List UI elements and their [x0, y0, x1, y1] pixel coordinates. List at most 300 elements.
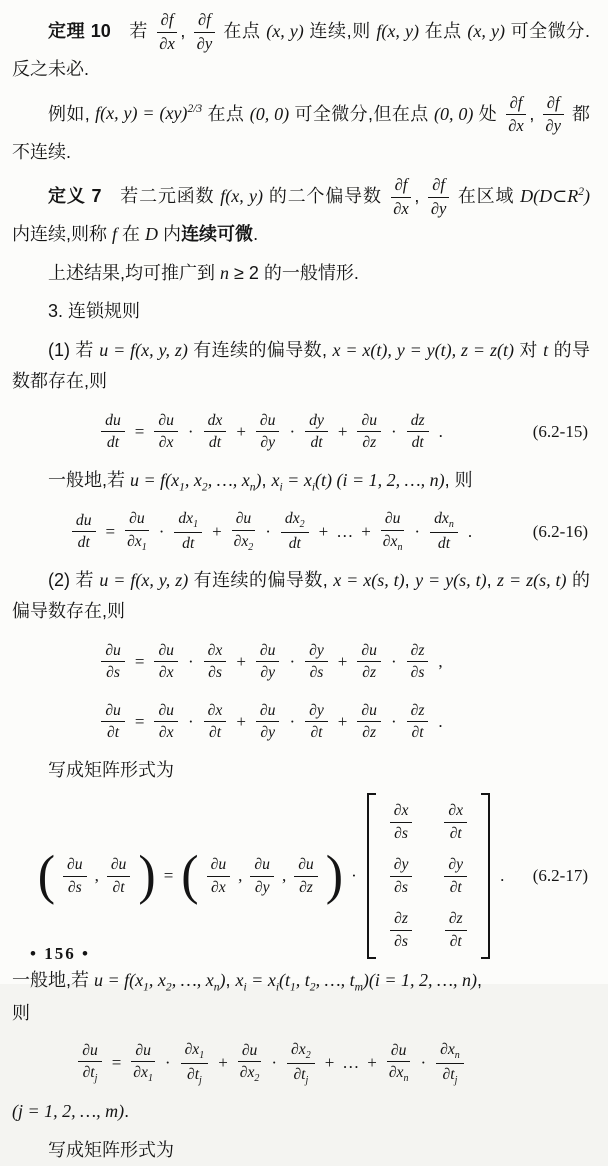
text-run: 3. 连锁规则 — [48, 301, 141, 322]
fraction-numerator: $\partial x_2$ — [287, 1041, 315, 1064]
fraction-denominator: ∂z — [299, 878, 313, 896]
operator: + — [218, 1053, 228, 1073]
fraction-numerator: ∂u — [101, 642, 125, 663]
operator: = — [134, 651, 145, 671]
fraction-denominator: ∂y — [254, 878, 270, 896]
fraction — [357, 412, 381, 452]
operator: + — [212, 521, 222, 541]
math-run: $x_i = x_i(t) (i = 1$, 2, …, n) — [271, 469, 445, 494]
fraction — [256, 642, 280, 682]
math-run: t — [543, 339, 549, 360]
fraction — [390, 856, 413, 896]
fraction-denominator: ∂s — [410, 664, 425, 682]
fraction — [390, 910, 412, 950]
text-run: 有连续的偏导数, — [188, 569, 334, 590]
fraction-denominator: ∂t — [107, 724, 120, 742]
fraction — [305, 412, 328, 452]
operator: · — [289, 651, 296, 671]
fraction-numerator: ∂u — [381, 510, 405, 531]
fraction-numerator: $dx_n$ — [430, 510, 458, 533]
fraction — [204, 412, 227, 452]
matrix-grid — [376, 793, 481, 959]
fraction-numerator: ∂u — [125, 510, 149, 531]
text-run: . — [124, 1101, 130, 1122]
operator: · — [188, 711, 194, 731]
fraction-denominator: ∂x — [211, 878, 226, 896]
fraction-denominator: ∂x — [393, 198, 409, 218]
text-run: 写成矩阵形式为 — [48, 759, 174, 780]
operator: = — [163, 866, 174, 886]
fraction-denominator: ∂x — [158, 434, 174, 452]
fraction-denominator: ∂y — [260, 664, 276, 682]
fraction-denominator: ∂y — [196, 33, 213, 53]
text-run: 若 — [110, 20, 154, 41]
text-run: 有连续的偏导数, — [187, 339, 333, 360]
equation-row — [12, 405, 590, 459]
text-run: , 则 — [444, 469, 473, 490]
math-run: (0, 0) — [434, 103, 474, 124]
fraction-denominator: ∂y — [260, 434, 276, 452]
operator: = — [105, 521, 116, 541]
math-run: $u = f(x_1$, $x_2$, …, $x_n$) — [130, 469, 262, 494]
operator: + — [236, 711, 246, 731]
fraction-denominator: ∂z — [362, 434, 377, 452]
text-run: ≥ 2 的一般情形. — [229, 262, 359, 283]
fraction-denominator: dt — [182, 535, 195, 553]
matrix-left-bracket — [367, 793, 376, 959]
equation — [98, 641, 443, 683]
fraction — [131, 1042, 155, 1085]
fraction-denominator: $\partial x_2$ — [239, 1064, 260, 1085]
operator: = — [134, 711, 145, 731]
text-run: , — [225, 970, 236, 991]
operator: · — [391, 421, 397, 441]
operator: · — [164, 1053, 171, 1073]
fraction-numerator: ∂x — [204, 642, 227, 663]
page-number: • 156 • — [30, 944, 90, 963]
equation — [69, 509, 473, 554]
fraction — [390, 802, 413, 842]
fraction-denominator: ∂s — [309, 664, 324, 682]
fraction — [157, 11, 178, 53]
operator: . — [500, 866, 505, 886]
paragraph — [12, 465, 590, 498]
math-run: z = z(s, t) — [497, 569, 567, 590]
fraction-denominator: ∂t — [112, 878, 125, 896]
fraction — [445, 910, 467, 950]
fraction — [207, 856, 231, 896]
operator: + — [337, 421, 348, 441]
operator: + — [361, 521, 371, 541]
paragraph — [12, 1096, 590, 1128]
fraction-denominator: $\partial t_j$ — [293, 1065, 309, 1086]
fraction-denominator: ∂z — [362, 724, 377, 742]
equation — [98, 411, 444, 453]
operator: + — [324, 1053, 335, 1073]
fraction-denominator: ∂x — [508, 116, 524, 136]
fraction-denominator: ∂x — [158, 664, 174, 682]
operator: · — [289, 421, 296, 441]
operator: … — [336, 521, 354, 541]
equation — [37, 793, 506, 959]
bold-text-run: 连续可微 — [181, 224, 254, 245]
fraction — [250, 856, 274, 896]
fraction — [387, 1042, 411, 1085]
text-run: (1) 若 — [48, 339, 100, 360]
paragraph — [12, 565, 590, 628]
paragraph — [12, 93, 590, 169]
fraction-denominator: ∂t — [449, 824, 462, 842]
fraction — [101, 642, 125, 682]
fraction-denominator: $\partial x_n$ — [388, 1064, 409, 1085]
fraction-denominator: ∂x — [159, 33, 175, 53]
fraction-denominator: dt — [437, 535, 451, 553]
fraction — [430, 510, 458, 553]
fraction-numerator: ∂y — [444, 856, 467, 877]
fraction-numerator: ∂u — [256, 642, 280, 663]
right-paren-icon: ) — [325, 845, 344, 906]
fraction-denominator: ∂t — [208, 724, 222, 742]
fraction-numerator: ∂u — [357, 702, 381, 723]
paragraph — [12, 10, 590, 86]
fraction-denominator: ∂s — [394, 824, 408, 842]
math-run: x = x(s, t) — [333, 569, 405, 590]
text-run: 内连续,则称 — [12, 224, 113, 245]
fraction-numerator: ∂f — [428, 176, 449, 198]
equation-row — [12, 635, 590, 689]
math-run: D — [145, 224, 159, 245]
fraction-numerator: ∂u — [256, 702, 280, 723]
fraction-numerator: dz — [407, 412, 429, 433]
fraction-numerator: ∂u — [387, 1042, 411, 1063]
operator: · — [187, 421, 194, 441]
fraction-denominator: ∂y — [260, 724, 276, 742]
fraction-denominator: ∂s — [394, 878, 408, 896]
fraction — [78, 1042, 102, 1085]
fraction — [391, 176, 412, 218]
operator: · — [265, 521, 271, 541]
math-run: n — [220, 262, 230, 283]
math-run: (j = 1, 2, …, m) — [12, 1101, 125, 1122]
fraction-numerator: du — [72, 512, 96, 533]
math-run: f(x, y) — [220, 185, 264, 206]
fraction-numerator: ∂f — [391, 176, 412, 198]
math-run: (x, y) — [266, 20, 304, 41]
fraction — [204, 702, 227, 742]
fraction-numerator: ∂u — [357, 412, 381, 433]
fraction-numerator: ∂z — [445, 910, 467, 931]
math-run: $D(D\subset R^2)$ — [520, 185, 590, 206]
text-run: 例如, — [48, 103, 96, 124]
fraction — [232, 510, 256, 553]
fraction — [107, 856, 131, 896]
equation-row — [12, 505, 590, 559]
fraction-numerator: $dx_1$ — [174, 510, 202, 533]
fraction-numerator: du — [101, 412, 125, 433]
fraction-numerator: dy — [305, 412, 328, 433]
fraction — [281, 510, 309, 553]
operator: · — [390, 711, 397, 731]
operator: . — [438, 711, 443, 731]
text-run: 若二元函数 — [101, 185, 221, 206]
math-run: f(x, y) = (xy)$^{2/3}$ — [95, 103, 203, 124]
fraction-numerator: ∂u — [154, 702, 178, 723]
paragraph — [12, 296, 590, 328]
operator: + — [236, 421, 246, 441]
text-run: 对 — [513, 339, 544, 360]
fraction — [181, 1041, 209, 1087]
text-run: 可全微分. 反之未必. — [12, 20, 590, 80]
operator: = — [111, 1053, 122, 1073]
math-run: x = x(t), y = y(t), z = z(t) — [332, 339, 514, 360]
left-paren-icon: ( — [37, 845, 56, 906]
fraction-denominator: ∂y — [545, 116, 561, 136]
fraction-denominator: dt — [106, 434, 120, 452]
fraction-numerator: $\partial x_n$ — [436, 1041, 464, 1064]
fraction — [357, 642, 381, 682]
jacobian-matrix — [367, 793, 490, 959]
fraction-numerator: ∂u — [154, 642, 178, 663]
math-run: $u = f(x_1$, $x_2$, …, $x_n$) — [94, 970, 226, 994]
text-run: 则 — [12, 1002, 30, 1023]
fraction-denominator: ∂t — [449, 932, 462, 950]
fraction — [506, 94, 527, 136]
fraction — [436, 1041, 464, 1087]
fraction-denominator: ∂y — [430, 198, 447, 218]
fraction-denominator: $\partial x_1$ — [127, 532, 147, 553]
paragraph — [12, 1135, 590, 1166]
text-run: 的导数都存在,则 — [12, 339, 590, 392]
fraction — [287, 1041, 315, 1087]
text-run: (2) 若 — [48, 569, 100, 590]
text-run: 在点 — [418, 20, 468, 41]
operator: + — [367, 1053, 377, 1073]
fraction-denominator: $\partial x_2$ — [233, 532, 254, 553]
fraction-denominator: $\partial t_j$ — [82, 1064, 98, 1085]
text-run: 在点 — [217, 20, 267, 41]
operator: + — [236, 651, 246, 671]
operator: · — [289, 711, 296, 731]
fraction — [256, 702, 280, 742]
fraction-numerator: dx — [204, 412, 227, 433]
operator: . — [438, 421, 443, 441]
fraction-numerator: ∂u — [232, 510, 256, 531]
operator: . — [467, 521, 473, 541]
text-run: 可全微分,但在点 — [289, 103, 435, 124]
fraction-denominator: dt — [208, 434, 222, 452]
paragraph — [12, 965, 590, 1029]
fraction-numerator: ∂u — [101, 702, 125, 723]
operator: · — [390, 651, 397, 671]
operator: , — [94, 866, 99, 886]
fraction — [238, 1042, 262, 1085]
fraction-denominator: $\partial x_n$ — [382, 532, 403, 553]
text-run: 一般地,若 — [12, 970, 95, 991]
fraction — [357, 702, 381, 742]
paragraph — [12, 335, 590, 398]
fraction-denominator: $\partial x_1$ — [133, 1064, 153, 1085]
text-run: , — [477, 970, 483, 991]
fraction-numerator: ∂u — [250, 856, 274, 877]
math-run: $x_i = x_i(t_1$, $t_2$, …, $t_m)(i = 1$, 2, …, n) — [235, 970, 478, 994]
fraction-denominator: ∂t — [411, 724, 424, 742]
operator: , — [438, 651, 443, 671]
fraction-numerator: ∂f — [157, 11, 178, 33]
fraction-numerator: ∂y — [305, 642, 328, 663]
equation-row — [12, 695, 590, 749]
fraction — [381, 510, 405, 553]
fraction-numerator: ∂y — [305, 702, 328, 723]
math-run: (0, 0) — [249, 103, 290, 124]
fraction-numerator: ∂u — [294, 856, 318, 877]
fraction-denominator: $\partial t_j$ — [186, 1065, 202, 1086]
equation — [75, 1040, 467, 1088]
bold-text-run: 定理 10 — [48, 20, 111, 41]
equation-number: (6.2-16) — [532, 521, 588, 541]
fraction — [63, 856, 87, 896]
fraction-denominator: ∂s — [106, 664, 120, 682]
math-run: f — [112, 224, 118, 245]
paragraph — [12, 755, 590, 787]
fraction-numerator: ∂f — [506, 94, 527, 116]
operator: · — [351, 866, 357, 886]
bold-text-run: 定义 7 — [48, 185, 102, 206]
equation-row — [12, 1036, 590, 1090]
fraction — [407, 642, 429, 682]
fraction-numerator: ∂u — [78, 1042, 102, 1063]
equation-number: (6.2-17) — [532, 866, 588, 886]
fraction-numerator: ∂x — [390, 802, 413, 823]
fraction-numerator: ∂f — [543, 94, 564, 116]
fraction — [101, 702, 125, 742]
operator: , — [238, 866, 243, 886]
fraction-numerator: ∂u — [207, 856, 231, 877]
fraction-denominator: $\partial t_j$ — [442, 1065, 458, 1086]
fraction-denominator: ∂z — [362, 664, 377, 682]
text-run: 写成矩阵形式为 — [48, 1139, 174, 1160]
fraction — [154, 642, 178, 682]
equation-number: (6.2-15) — [532, 421, 588, 441]
fraction-denominator: dt — [288, 535, 301, 553]
equation — [98, 701, 443, 743]
operator: · — [158, 521, 165, 541]
fraction-denominator: ∂s — [67, 878, 82, 896]
text-run: 处 — [473, 103, 503, 124]
operator: · — [271, 1053, 278, 1073]
fraction — [543, 94, 564, 136]
text-run: 连续,则 — [303, 20, 377, 41]
operator: + — [337, 651, 348, 671]
fraction — [72, 512, 96, 552]
operator: … — [342, 1053, 360, 1073]
text-run: , — [261, 469, 272, 490]
math-run: u = f(x, y, z) — [99, 569, 189, 590]
text-run: 在点 — [202, 103, 250, 124]
text-run: 一般地,若 — [48, 469, 131, 490]
text-run: 在区域 — [452, 185, 521, 206]
fraction-denominator: ∂s — [208, 664, 222, 682]
fraction-denominator: dt — [411, 434, 424, 452]
fraction — [407, 412, 429, 452]
fraction-denominator: dt — [77, 534, 90, 552]
fraction-numerator: ∂x — [444, 802, 467, 823]
paren-group — [180, 845, 344, 906]
fraction — [256, 412, 280, 452]
fraction — [294, 856, 318, 896]
fraction-numerator: ∂z — [407, 642, 429, 663]
fraction-numerator: ∂f — [194, 11, 215, 33]
matrix-right-bracket — [481, 793, 490, 959]
fraction — [154, 412, 178, 452]
text-run: , — [404, 569, 416, 590]
fraction — [444, 856, 467, 896]
fraction — [204, 642, 227, 682]
fraction — [407, 702, 429, 742]
fraction-denominator: ∂t — [449, 878, 462, 896]
operator: + — [337, 711, 348, 731]
fraction — [154, 702, 178, 742]
fraction-numerator: ∂y — [390, 856, 413, 877]
text-run: 的偏导数存在,则 — [12, 569, 590, 622]
fraction — [444, 802, 467, 842]
operator: · — [414, 521, 421, 541]
fraction-numerator: ∂u — [154, 412, 178, 433]
operator: · — [188, 651, 194, 671]
fraction-numerator: ∂u — [238, 1042, 262, 1063]
math-run: y = y(s, t) — [415, 569, 487, 590]
document-content — [12, 10, 590, 1166]
text-run: , — [486, 569, 498, 590]
equation-row — [12, 793, 590, 959]
fraction — [194, 11, 215, 53]
text-run: . — [253, 224, 259, 245]
fraction-numerator: ∂u — [63, 856, 87, 877]
math-run: u = f(x, y, z) — [99, 339, 188, 360]
text-run: , — [180, 20, 192, 41]
fraction-denominator: dt — [310, 434, 323, 452]
text-run: 上述结果,均可推广到 — [48, 262, 221, 283]
fraction-numerator: $dx_2$ — [281, 510, 309, 533]
operator: · — [420, 1053, 427, 1073]
left-paren-icon: ( — [181, 845, 199, 906]
math-run: (x, y) — [467, 20, 505, 41]
text-run: 的二个偏导数 — [263, 185, 388, 206]
fraction — [428, 176, 449, 218]
fraction — [305, 702, 328, 742]
fraction — [305, 642, 328, 682]
fraction-numerator: ∂x — [204, 702, 227, 723]
fraction-denominator: ∂s — [394, 932, 408, 950]
fraction-numerator: $\partial x_1$ — [181, 1041, 209, 1064]
fraction-numerator: ∂u — [131, 1042, 155, 1063]
fraction-denominator: ∂x — [158, 724, 174, 742]
fraction-numerator: ∂z — [407, 702, 429, 723]
text-run: 在 — [117, 224, 146, 245]
text-run: 都不连续. — [12, 103, 590, 162]
fraction — [125, 510, 149, 553]
operator: + — [318, 521, 329, 541]
text-run: , — [414, 185, 426, 206]
operator: = — [134, 421, 145, 441]
fraction-numerator: ∂z — [390, 910, 412, 931]
fraction-numerator: ∂u — [256, 412, 280, 433]
fraction-denominator: ∂t — [310, 724, 323, 742]
fraction — [101, 412, 125, 452]
paragraph — [12, 258, 590, 290]
math-run: f(x, y) — [376, 20, 419, 41]
fraction-numerator: ∂u — [107, 856, 131, 877]
paragraph — [12, 175, 590, 251]
